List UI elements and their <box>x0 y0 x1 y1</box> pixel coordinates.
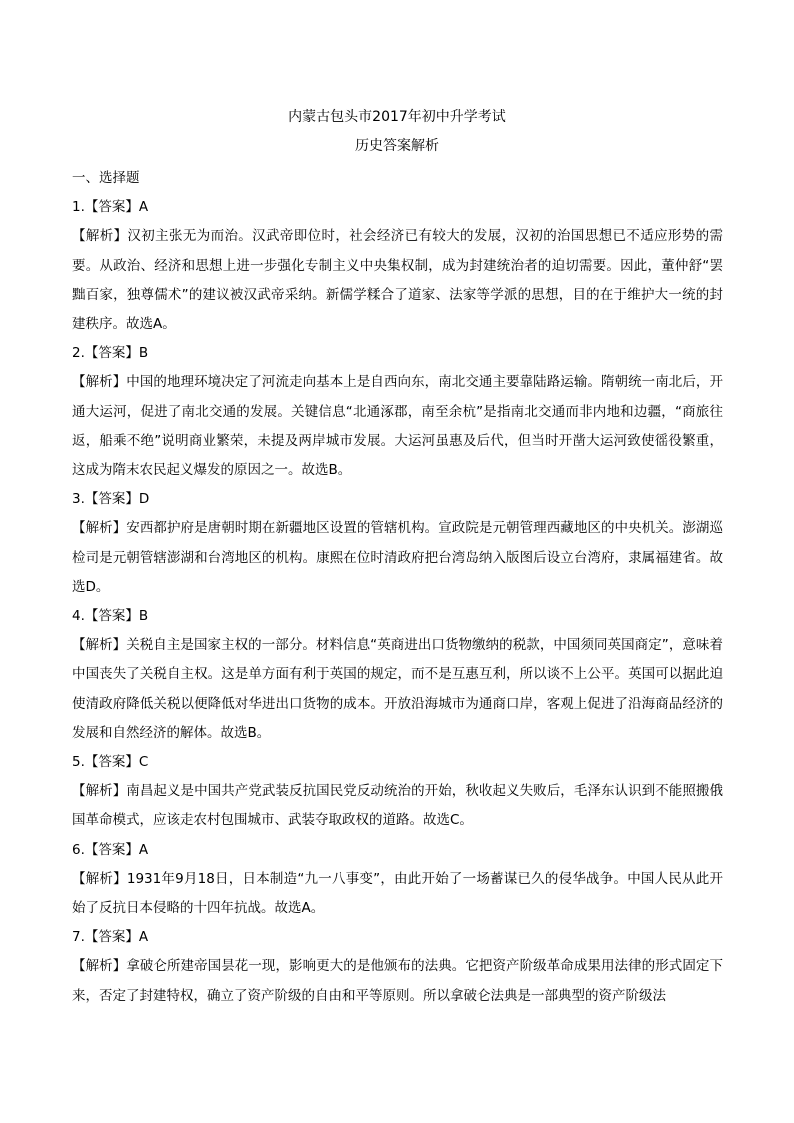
document-body <box>72 164 723 1011</box>
answer-line: 4.【答案】B <box>72 608 149 625</box>
explanation-paragraph: 【解析】关税自主是国家主权的一部分。材料信息“英商进出口货物缴纳的税款，中国须同英国商定”，意味着中国丧失了关税自主权。这是单方面有利于英国的规定，而不是互惠互利，所以谈不上公平。英国可以据此迫使清政府降低关税以便降低对华进出口货物的成本。开放沿海城市为通商口岸，客观上促进了沿海商品经济的发展和自然经济的解体。故选B。 <box>72 637 723 741</box>
explanation-paragraph: 【解析】拿破仑所建帝国昙花一现，影响更大的是他颁布的法典。它把资产阶级革命成果用法律的形式固定下来，否定了封建特权，确立了资产阶级的自由和平等原则。所以拿破仑法典是一部典型的资产阶级法 <box>72 958 723 1004</box>
answer-line: 5.【答案】C <box>72 754 149 771</box>
explanation-paragraph: 【解析】安西都护府是唐朝时期在新疆地区设置的管辖机构。宣政院是元朝管理西藏地区的中央机关。澎湖巡检司是元朝管辖澎湖和台湾地区的机构。康熙在位时清政府把台湾岛纳入版图后设立台湾府，隶属福建省。故选D。 <box>72 520 723 595</box>
answer-line: 2.【答案】B <box>72 345 149 362</box>
section-heading: 一、选择题 <box>72 170 140 186</box>
answer-line: 1.【答案】A <box>72 199 149 216</box>
answer-line: 6.【答案】A <box>72 841 149 858</box>
document-subtitle: 历史答案解析 <box>355 138 439 154</box>
explanation-paragraph: 【解析】1931年9月18日，日本制造“九一八事变”，由此开始了一场蓄谋已久的侵华战争。中国人民从此开始了反抗日本侵略的十四年抗战。故选A。 <box>72 870 723 917</box>
answer-line: 3.【答案】D <box>72 491 150 508</box>
explanation-paragraph: 【解析】中国的地理环境决定了河流走向基本上是自西向东，南北交通主要靠陆路运输。隋朝统一南北后，开通大运河，促进了南北交通的发展。关键信息“北通涿郡，南至余杭”是指南北交通而非内地和边疆，“商旅往返，船乘不绝”说明商业繁荣，未提及两岸城市发展。大运河虽惠及后代，但当时开凿大运河致使徭役繁重，这成为隋末农民起义爆发的原因之一。故选B。 <box>72 374 723 479</box>
explanation-paragraph: 【解析】汉初主张无为而治。汉武帝即位时，社会经济已有较大的发展，汉初的治国思想已不适应形势的需要。从政治、经济和思想上进一步强化专制主义中央集权制，成为封建统治者的迫切需要。因此，董仲舒“罢黜百家，独尊儒术”的建议被汉武帝采纳。新儒学糅合了道家、法家等学派的思想，目的在于维护大一统的封建秩序。故选A。 <box>72 228 723 333</box>
answer-line: 7.【答案】A <box>72 929 149 946</box>
explanation-paragraph: 【解析】南昌起义是中国共产党武装反抗国民党反动统治的开始，秋收起义失败后，毛泽东认识到不能照搬俄国革命模式，应该走农村包围城市、武装夺取政权的道路。故选C。 <box>72 783 723 829</box>
document-title: 内蒙古包头市2017年初中升学考试 <box>288 109 506 125</box>
